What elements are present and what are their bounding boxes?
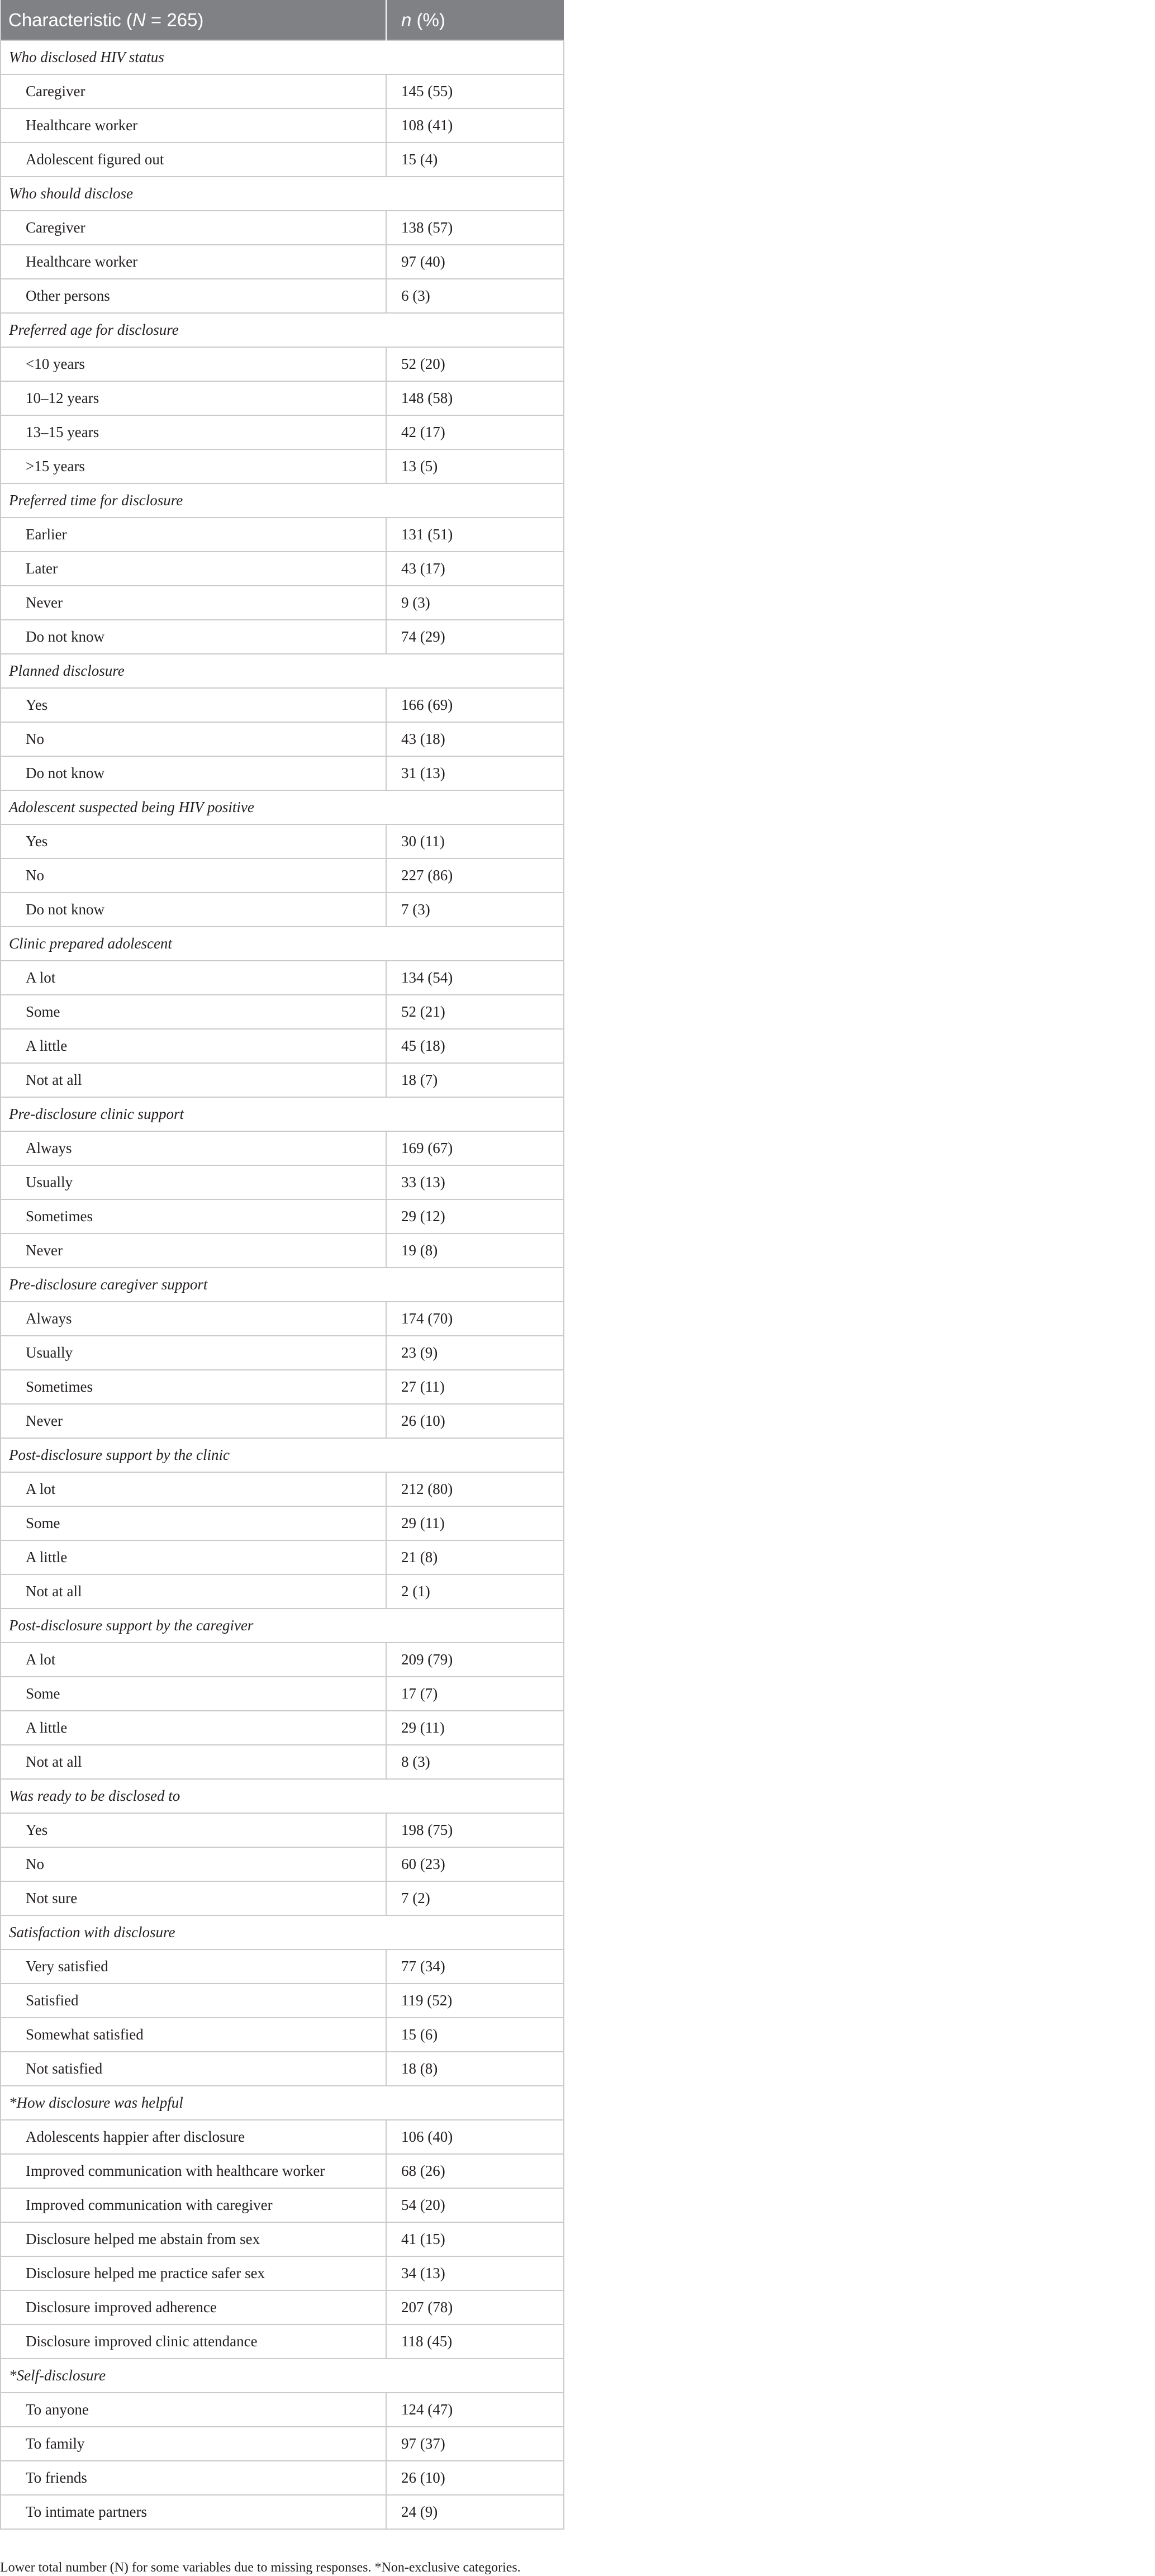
table-row (1, 1506, 564, 1540)
row-value: 7 (3) (386, 893, 564, 927)
row-value: 43 (18) (386, 722, 564, 756)
row-value: 52 (21) (386, 995, 564, 1029)
row-label: Yes (1, 1813, 386, 1847)
table-row (1, 1029, 564, 1063)
table-container (0, 0, 563, 2530)
table-row (1, 1949, 564, 1984)
table-row (1, 722, 564, 756)
row-label: <10 years (1, 347, 386, 381)
table-row (1, 552, 564, 586)
row-value: 18 (8) (386, 2052, 564, 2086)
row-label: Satisfied (1, 1984, 386, 2018)
row-label: Later (1, 552, 386, 586)
row-value: 97 (37) (386, 2427, 564, 2461)
row-label: A little (1, 1029, 386, 1063)
row-label: A little (1, 1711, 386, 1745)
row-value: 18 (7) (386, 1063, 564, 1097)
section-header-row (1, 483, 564, 518)
characteristic-label: Characteristic (8, 9, 121, 30)
row-value: 2 (1) (386, 1574, 564, 1609)
row-value: 27 (11) (386, 1370, 564, 1404)
row-label: A lot (1, 1643, 386, 1677)
row-label: Never (1, 1234, 386, 1268)
table-row (1, 1131, 564, 1165)
table-row (1, 1711, 564, 1745)
row-label: 10–12 years (1, 381, 386, 415)
row-value: 7 (2) (386, 1881, 564, 1915)
table-row (1, 74, 564, 108)
row-label: Always (1, 1131, 386, 1165)
section-title: Pre-disclosure clinic support (1, 1097, 564, 1131)
section-title: Was ready to be disclosed to (1, 1779, 564, 1813)
total-count: = 265) (145, 9, 204, 30)
row-value: 174 (70) (386, 1302, 564, 1336)
row-value: 13 (5) (386, 449, 564, 483)
row-label: Do not know (1, 893, 386, 927)
table-row (1, 1813, 564, 1847)
row-label: Adolescents happier after disclosure (1, 2120, 386, 2154)
section-title: *How disclosure was helpful (1, 2086, 564, 2120)
table-row (1, 1574, 564, 1609)
table-row (1, 1199, 564, 1234)
section-title: Adolescent suspected being HIV positive (1, 790, 564, 824)
row-label: No (1, 858, 386, 893)
table-body (1, 40, 564, 2529)
row-label: Caregiver (1, 211, 386, 245)
row-value: 134 (54) (386, 961, 564, 995)
row-value: 145 (55) (386, 74, 564, 108)
section-header-row (1, 2359, 564, 2393)
row-label: Always (1, 1302, 386, 1336)
total-open: ( (126, 9, 132, 30)
table-row (1, 2393, 564, 2427)
table-row (1, 2018, 564, 2052)
row-value: 34 (13) (386, 2256, 564, 2290)
row-value: 31 (13) (386, 756, 564, 790)
row-value: 138 (57) (386, 211, 564, 245)
section-header-row (1, 40, 564, 74)
row-label: A lot (1, 1472, 386, 1506)
row-value: 9 (3) (386, 586, 564, 620)
row-value: 60 (23) (386, 1847, 564, 1881)
row-label: Never (1, 586, 386, 620)
row-value: 29 (12) (386, 1199, 564, 1234)
table-row (1, 2120, 564, 2154)
table-row (1, 2495, 564, 2529)
row-label: Very satisfied (1, 1949, 386, 1984)
row-label: No (1, 722, 386, 756)
row-label: Some (1, 1506, 386, 1540)
section-title: Who should disclose (1, 177, 564, 211)
row-value: 41 (15) (386, 2222, 564, 2256)
row-label: Disclosure improved clinic attendance (1, 2324, 386, 2359)
table-row (1, 1677, 564, 1711)
row-label: A lot (1, 961, 386, 995)
table-row (1, 1302, 564, 1336)
row-value: 29 (11) (386, 1506, 564, 1540)
row-label: Sometimes (1, 1199, 386, 1234)
table-row (1, 245, 564, 279)
row-label: Somewhat satisfied (1, 2018, 386, 2052)
row-value: 6 (3) (386, 279, 564, 313)
table-row (1, 108, 564, 143)
table-row (1, 1165, 564, 1199)
section-title: Satisfaction with disclosure (1, 1915, 564, 1949)
table-row (1, 995, 564, 1029)
table-row (1, 1336, 564, 1370)
row-label: Caregiver (1, 74, 386, 108)
row-value: 15 (4) (386, 143, 564, 177)
row-value: 54 (20) (386, 2188, 564, 2222)
section-title: Preferred age for disclosure (1, 313, 564, 347)
row-value: 119 (52) (386, 1984, 564, 2018)
table-row (1, 415, 564, 449)
row-label: Not at all (1, 1063, 386, 1097)
row-value: 148 (58) (386, 381, 564, 415)
section-header-row (1, 1097, 564, 1131)
section-header-row (1, 927, 564, 961)
section-title: Who disclosed HIV status (1, 40, 564, 74)
table-row (1, 2427, 564, 2461)
section-header-row (1, 313, 564, 347)
row-value: 45 (18) (386, 1029, 564, 1063)
row-value: 209 (79) (386, 1643, 564, 1677)
row-label: Disclosure helped me practice safer sex (1, 2256, 386, 2290)
characteristic-column-header (1, 0, 386, 40)
table-row (1, 1472, 564, 1506)
table-row (1, 1745, 564, 1779)
section-header-row (1, 1268, 564, 1302)
table-row (1, 858, 564, 893)
row-label: Not at all (1, 1574, 386, 1609)
row-label: Sometimes (1, 1370, 386, 1404)
row-label: To anyone (1, 2393, 386, 2427)
row-label: Usually (1, 1165, 386, 1199)
row-label: Some (1, 1677, 386, 1711)
table-row (1, 1643, 564, 1677)
table-row (1, 620, 564, 654)
row-label: To intimate partners (1, 2495, 386, 2529)
table-row (1, 2290, 564, 2324)
row-label: A little (1, 1540, 386, 1574)
section-header-row (1, 1915, 564, 1949)
row-value: 212 (80) (386, 1472, 564, 1506)
section-header-row (1, 1438, 564, 1472)
percent-label: (%) (411, 9, 445, 30)
table-row (1, 2324, 564, 2359)
row-label: Improved communication with caregiver (1, 2188, 386, 2222)
row-label: Healthcare worker (1, 245, 386, 279)
table-row (1, 2154, 564, 2188)
table-row (1, 518, 564, 552)
count-symbol: n (401, 9, 412, 30)
row-value: 33 (13) (386, 1165, 564, 1199)
row-label: No (1, 1847, 386, 1881)
row-label: To family (1, 2427, 386, 2461)
row-label: Healthcare worker (1, 108, 386, 143)
table-row (1, 1984, 564, 2018)
row-value: 227 (86) (386, 858, 564, 893)
table-row (1, 2188, 564, 2222)
row-value: 52 (20) (386, 347, 564, 381)
row-value: 131 (51) (386, 518, 564, 552)
table-row (1, 347, 564, 381)
table-row (1, 961, 564, 995)
table-row (1, 2461, 564, 2495)
row-label: Yes (1, 688, 386, 722)
row-value: 68 (26) (386, 2154, 564, 2188)
table-row (1, 1540, 564, 1574)
table-row (1, 449, 564, 483)
table-row (1, 2222, 564, 2256)
table-row (1, 381, 564, 415)
row-label: 13–15 years (1, 415, 386, 449)
section-title: *Self-disclosure (1, 2359, 564, 2393)
section-title: Preferred time for disclosure (1, 483, 564, 518)
table-row (1, 2256, 564, 2290)
row-label: Disclosure helped me abstain from sex (1, 2222, 386, 2256)
table-footnote: Lower total number (N) for some variables due to missing responses. *Non-exclusive categories. (0, 2560, 521, 2575)
row-label: Usually (1, 1336, 386, 1370)
table-row (1, 824, 564, 858)
row-label: To friends (1, 2461, 386, 2495)
table-row (1, 688, 564, 722)
table-row (1, 211, 564, 245)
section-title: Pre-disclosure caregiver support (1, 1268, 564, 1302)
row-value: 207 (78) (386, 2290, 564, 2324)
table-row (1, 586, 564, 620)
row-label: Other persons (1, 279, 386, 313)
row-label: Some (1, 995, 386, 1029)
row-label: Do not know (1, 620, 386, 654)
table-row (1, 1370, 564, 1404)
row-value: 124 (47) (386, 2393, 564, 2427)
header-row (1, 0, 564, 40)
section-header-row (1, 654, 564, 688)
section-header-row (1, 2086, 564, 2120)
row-label: Never (1, 1404, 386, 1438)
table-row (1, 1881, 564, 1915)
row-value: 21 (8) (386, 1540, 564, 1574)
row-label: Earlier (1, 518, 386, 552)
row-value: 29 (11) (386, 1711, 564, 1745)
row-value: 108 (41) (386, 108, 564, 143)
row-label: Adolescent figured out (1, 143, 386, 177)
table-row (1, 756, 564, 790)
table-row (1, 1404, 564, 1438)
row-label: Not at all (1, 1745, 386, 1779)
row-value: 15 (6) (386, 2018, 564, 2052)
row-value: 43 (17) (386, 552, 564, 586)
row-value: 8 (3) (386, 1745, 564, 1779)
row-value: 118 (45) (386, 2324, 564, 2359)
section-title: Post-disclosure support by the caregiver (1, 1609, 564, 1643)
row-label: Do not know (1, 756, 386, 790)
total-n-symbol: N (132, 9, 146, 30)
row-value: 24 (9) (386, 2495, 564, 2529)
row-label: Yes (1, 824, 386, 858)
disclosure-characteristics-table (0, 0, 564, 2530)
section-title: Planned disclosure (1, 654, 564, 688)
table-row (1, 1234, 564, 1268)
row-value: 74 (29) (386, 620, 564, 654)
table-row (1, 143, 564, 177)
row-label: Not satisfied (1, 2052, 386, 2086)
count-percent-column-header (386, 0, 564, 40)
section-header-row (1, 1779, 564, 1813)
row-value: 23 (9) (386, 1336, 564, 1370)
table-row (1, 2052, 564, 2086)
row-label: Not sure (1, 1881, 386, 1915)
section-title: Post-disclosure support by the clinic (1, 1438, 564, 1472)
row-label: Disclosure improved adherence (1, 2290, 386, 2324)
row-value: 17 (7) (386, 1677, 564, 1711)
section-title: Clinic prepared adolescent (1, 927, 564, 961)
row-value: 166 (69) (386, 688, 564, 722)
table-row (1, 1847, 564, 1881)
row-value: 19 (8) (386, 1234, 564, 1268)
table-row (1, 279, 564, 313)
table-row (1, 1063, 564, 1097)
section-header-row (1, 1609, 564, 1643)
row-value: 26 (10) (386, 1404, 564, 1438)
row-value: 198 (75) (386, 1813, 564, 1847)
row-value: 30 (11) (386, 824, 564, 858)
row-value: 97 (40) (386, 245, 564, 279)
row-value: 26 (10) (386, 2461, 564, 2495)
row-value: 77 (34) (386, 1949, 564, 1984)
table-header (1, 0, 564, 40)
section-header-row (1, 790, 564, 824)
table-row (1, 893, 564, 927)
row-value: 42 (17) (386, 415, 564, 449)
row-value: 169 (67) (386, 1131, 564, 1165)
row-label: Improved communication with healthcare worker (1, 2154, 386, 2188)
section-header-row (1, 177, 564, 211)
row-label: >15 years (1, 449, 386, 483)
row-value: 106 (40) (386, 2120, 564, 2154)
